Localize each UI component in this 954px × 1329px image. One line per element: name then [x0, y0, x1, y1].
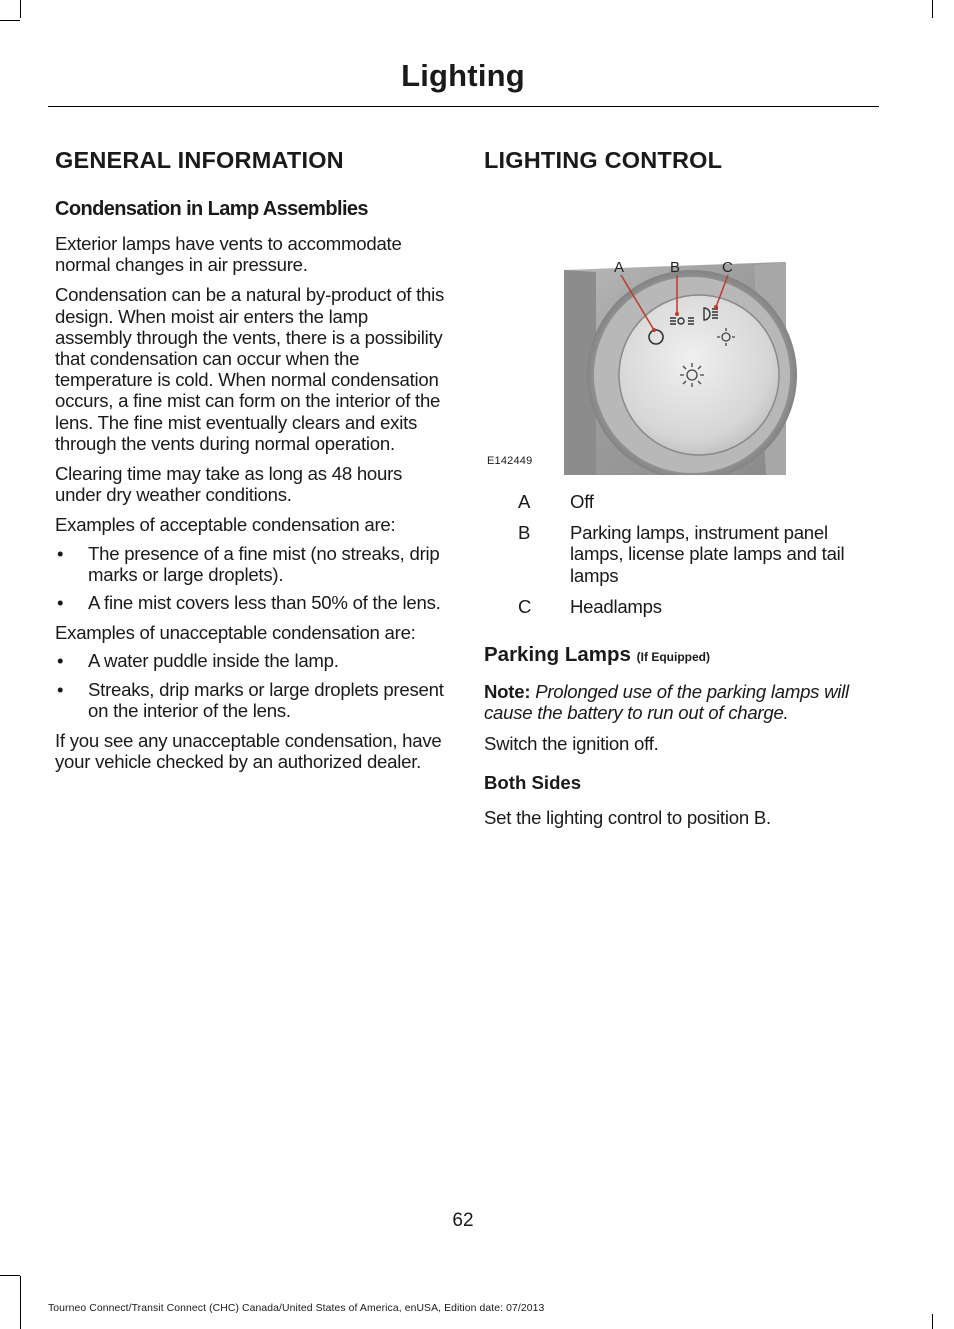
callout-label: A — [614, 259, 625, 276]
callout-key-table — [484, 491, 879, 617]
paragraph: Set the lighting control to position B. — [484, 806, 771, 828]
key-description: Off — [570, 491, 594, 512]
footer-text: Tourneo Connect/Transit Connect (CHC) Canada/United States of America, enUSA, Edition date: 07/2013 — [48, 1303, 545, 1314]
note-label: Note: — [484, 681, 531, 703]
crop-mark — [932, 1314, 933, 1329]
subheading-condensation: Condensation in Lamp Assemblies — [55, 198, 368, 220]
figure-code: E142449 — [487, 455, 533, 467]
table-row — [484, 491, 879, 512]
bullet-icon: • — [57, 592, 64, 614]
lighting-control-column — [484, 147, 879, 828]
title-divider — [48, 106, 879, 107]
subheading-both-sides: Both Sides — [484, 771, 582, 793]
crop-mark — [0, 1275, 20, 1276]
general-information-column — [55, 147, 447, 772]
subheading-parking-lamps: Parking Lamps (If Equipped) — [484, 643, 710, 667]
crop-mark — [932, 0, 933, 18]
table-row — [484, 596, 879, 617]
callout-label: B — [670, 259, 681, 276]
if-equipped-label: (If Equipped) — [636, 650, 710, 665]
list-item: • The presence of a fine mist (no streaks, drip marks or large droplets). — [57, 542, 440, 585]
section-heading-general-information: GENERAL INFORMATION — [55, 147, 344, 173]
key-description: Parking lamps, instrument panel lamps, license plate lamps and tail lamps — [570, 522, 845, 586]
key-letter: A — [518, 491, 531, 512]
paragraph: Condensation can be a natural by-product of this design. When moist air enters the lamp assembly through the vents, there is a possibility that condensation can occur when the temperature is cold. When normal condensation occurs, a fine mist can form on the interior of the lens. The fine mist eventually clears and exits through the vents during normal operation. — [55, 284, 445, 454]
key-letter: C — [518, 595, 532, 617]
lighting-control-figure — [484, 190, 879, 475]
unacceptable-list — [55, 650, 447, 721]
crop-mark — [20, 0, 21, 18]
page-number: 62 — [452, 1210, 474, 1231]
bullet-icon: • — [57, 678, 64, 700]
note-paragraph — [484, 681, 879, 723]
paragraph: Switch the ignition off. — [484, 733, 659, 755]
crop-mark — [0, 20, 20, 21]
paragraph: Exterior lamps have vents to accommodate normal changes in air pressure. — [55, 233, 402, 276]
list-item: • A water puddle inside the lamp. — [57, 650, 339, 672]
list-item: • A fine mist covers less than 50% of the lens. — [57, 592, 441, 614]
key-letter: B — [518, 522, 531, 544]
paragraph: Examples of unacceptable condensation are: — [55, 622, 416, 644]
lighting-switch-illustration — [484, 190, 879, 475]
acceptable-list — [55, 543, 447, 614]
table-row — [484, 522, 879, 586]
bullet-icon: • — [57, 542, 64, 564]
key-description: Headlamps — [570, 595, 662, 617]
bullet-icon: • — [57, 650, 64, 672]
crop-mark — [20, 1276, 21, 1329]
paragraph: Examples of acceptable condensation are: — [55, 514, 396, 536]
paragraph: Clearing time may take as long as 48 hours under dry weather conditions. — [55, 463, 403, 506]
section-heading-lighting-control: LIGHTING CONTROL — [484, 147, 723, 173]
list-item: • Streaks, drip marks or large droplets present on the interior of the lens. — [57, 678, 444, 721]
paragraph: If you see any unacceptable condensation, have your vehicle checked by an authorized dealer. — [55, 730, 442, 773]
callout-label: C — [722, 259, 733, 276]
note-text: Prolonged use of the parking lamps will cause the battery to run out of charge. — [484, 681, 849, 724]
page-title: Lighting — [401, 58, 525, 93]
